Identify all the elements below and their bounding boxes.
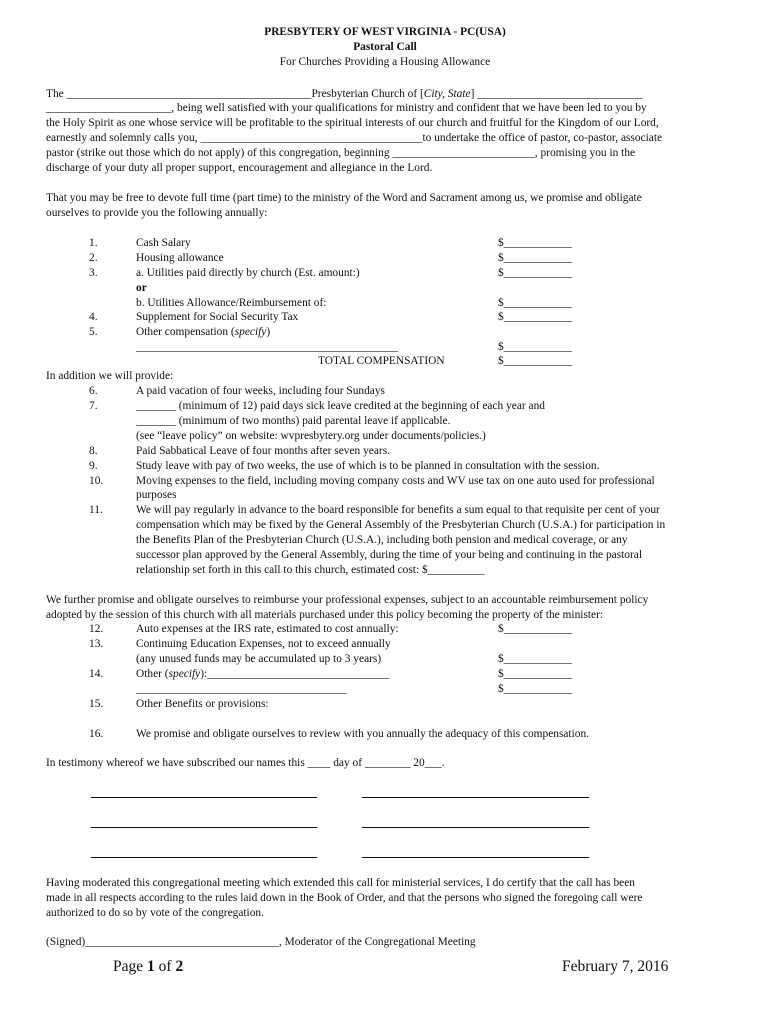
other-reimbursement-field[interactable]: _____________________________________ [136,683,347,695]
item-benefits-cost[interactable]: relationship set forth in this call to this church, estimated cost: $__________ [136,564,485,576]
item-number: 12. [89,623,104,635]
signature-line[interactable] [91,857,317,858]
item-study-leave: Study leave with pay of two weeks, the use of which is to be planned in consultation with the session. [136,460,600,472]
signature-line[interactable] [91,827,317,828]
item-vacation: A paid vacation of four weeks, including four Sundays [136,385,385,397]
item-other-benefits: Other Benefits or provisions: [136,698,269,710]
item-number: 4. [89,311,98,323]
item-number: 3. [89,267,98,279]
amount-field-social-security[interactable]: $____________ [498,311,573,323]
item-housing-allowance: Housing allowance [136,252,224,264]
para2-line-1: That you may be free to devote full time (part time) to the ministry of the Word and Sacrament among us, we promise and obligate [46,192,642,204]
form-subtitle-2: For Churches Providing a Housing Allowance [279,56,491,68]
intro-line-6: discharge of your duty all proper support, encouragement and allegiance in the Lord. [46,162,433,174]
item-sabbatical: Paid Sabbatical Leave of four months after seven years. [136,445,390,457]
amount-field-education[interactable]: $____________ [498,653,573,665]
item-number: 14. [89,668,104,680]
amount-field-total[interactable]: $____________ [498,355,573,367]
item-sick-leave: _______ (minimum of 12) paid days sick leave credited at the beginning of each year and [136,400,545,412]
item-number: 11. [89,504,103,516]
item-continuing-education-note: (any unused funds may be accumulated up to 3 years) [136,653,382,665]
item-social-security: Supplement for Social Security Tax [136,311,299,323]
page-number: Page 1 of 2 [113,958,184,975]
signature-line[interactable] [91,797,317,798]
item-number: 7. [89,400,98,412]
amount-field-other[interactable]: $____________ [498,341,573,353]
form-subtitle: Pastoral Call [353,41,417,53]
item-number: 6. [89,385,98,397]
document-date: February 7, 2016 [562,958,669,975]
intro-line-5: pastor (strike out those which do not apply) of this congregation, beginning _________________________, promising you in the [46,147,636,159]
item-number: 1. [89,237,98,249]
item-moving-expenses: Moving expenses to the field, including moving company costs and WV use tax on one auto used for professional [136,475,655,487]
item-number: 13. [89,638,104,650]
amount-field-housing[interactable]: $____________ [498,252,573,264]
item-number: 9. [89,460,98,472]
signature-line[interactable] [362,857,589,858]
signature-line[interactable] [362,797,589,798]
item-benefits-cont: compensation which may be fixed by the General Assembly of the Presbyterian Church (U.S.A.) for participation in [136,519,666,531]
reimburse-line-2: adopted by the session of this church with all materials purchased under this policy becoming the property of the minister: [46,609,604,621]
intro-line-1: The ___________________________________________Presbyterian Church of [City, State] _____________________________ [46,88,643,100]
form-title: PRESBYTERY OF WEST VIRGINIA - PC(USA) [264,26,506,38]
item-number: 5. [89,326,98,338]
item-utilities-direct: a. Utilities paid directly by church (Est. amount:) [136,267,360,279]
certify-line-1: Having moderated this congregational meeting which extended this call for ministerial services, I do certify that the call has been [46,877,635,889]
amount-field-auto[interactable]: $____________ [498,623,573,635]
item-number: 2. [89,252,98,264]
amount-field-other-reimbursement-2[interactable]: $____________ [498,683,573,695]
item-benefits-cont: successor plan approved by the General Assembly, during the time of your being and continuing in the pastoral [136,549,643,561]
amount-field-utilities-allowance[interactable]: $____________ [498,297,573,309]
city-state-placeholder: City, State [423,88,471,100]
para2-line-2: ourselves to provide you the following annually: [46,207,268,219]
leave-policy-note: (see “leave policy” on website: wvpresbytery.org under documents/policies.) [136,430,486,442]
moderator-signature-line[interactable]: __________________________________ [85,936,279,948]
provide-intro: In addition we will provide: [46,370,174,382]
total-compensation-label: TOTAL COMPENSATION [318,355,445,367]
item-number: 15. [89,698,104,710]
moderator-signature[interactable]: (Signed)__________________________________, Moderator of the Congregational Meeting [46,936,476,948]
item-continuing-education: Continuing Education Expenses, not to exceed annually [136,638,391,650]
item-benefits: We will pay regularly in advance to the board responsible for benefits a sum equal to that requisite per cent of your [136,504,660,516]
certify-line-2: made in all respects according to the rules laid down in the Book of Order, and that the persons who signed the foregoing call were [46,892,643,904]
amount-field-utilities-direct[interactable]: $____________ [498,267,573,279]
item-other-compensation: Other compensation (specify) [136,326,271,338]
item-utilities-allowance: b. Utilities Allowance/Reimbursement of: [136,297,327,309]
or-label: or [136,282,147,294]
item-parental-leave: _______ (minimum of two months) paid parental leave if applicable. [136,415,451,427]
intro-line-4: earnestly and solemnly calls you, _______________________________________to undertake the office of pastor, co-pastor, associate [46,132,663,144]
item-other-reimbursement[interactable]: Other (specify):________________________________ [136,668,390,680]
item-benefits-cont: the Benefits Plan of the Presbyterian Church (U.S.A.), including both pension and medical coverage, or any [136,534,628,546]
amount-field-cash-salary[interactable]: $____________ [498,237,573,249]
reimburse-line-1: We further promise and obligate ourselves to reimburse your professional expenses, subject to an accountable reimbursement policy [46,594,649,606]
item-annual-review: We promise and obligate ourselves to review with you annually the adequacy of this compensation. [136,728,590,740]
item-number: 16. [89,728,104,740]
item-auto-expenses: Auto expenses at the IRS rate, estimated to cost annually: [136,623,399,635]
other-compensation-field[interactable]: ______________________________________________ [136,341,398,353]
signature-line[interactable] [362,827,589,828]
certify-line-3: authorized to do so by vote of the congregation. [46,907,264,919]
intro-line-3: the Holy Spirit as one whose service will be profitable to the spiritual interests of our church and fruitful for the Kingdom of our Lord, [46,117,659,129]
testimony-line[interactable]: In testimony whereof we have subscribed our names this ____ day of ________ 20___. [46,757,445,769]
item-cash-salary: Cash Salary [136,237,191,249]
item-number: 10. [89,475,104,487]
item-number: 8. [89,445,98,457]
amount-field-other-reimbursement[interactable]: $____________ [498,668,573,680]
intro-line-2: ______________________, being well satisfied with your qualifications for ministry and confident that we have been led to you by [46,102,647,114]
item-moving-expenses-cont: purposes [136,489,177,501]
